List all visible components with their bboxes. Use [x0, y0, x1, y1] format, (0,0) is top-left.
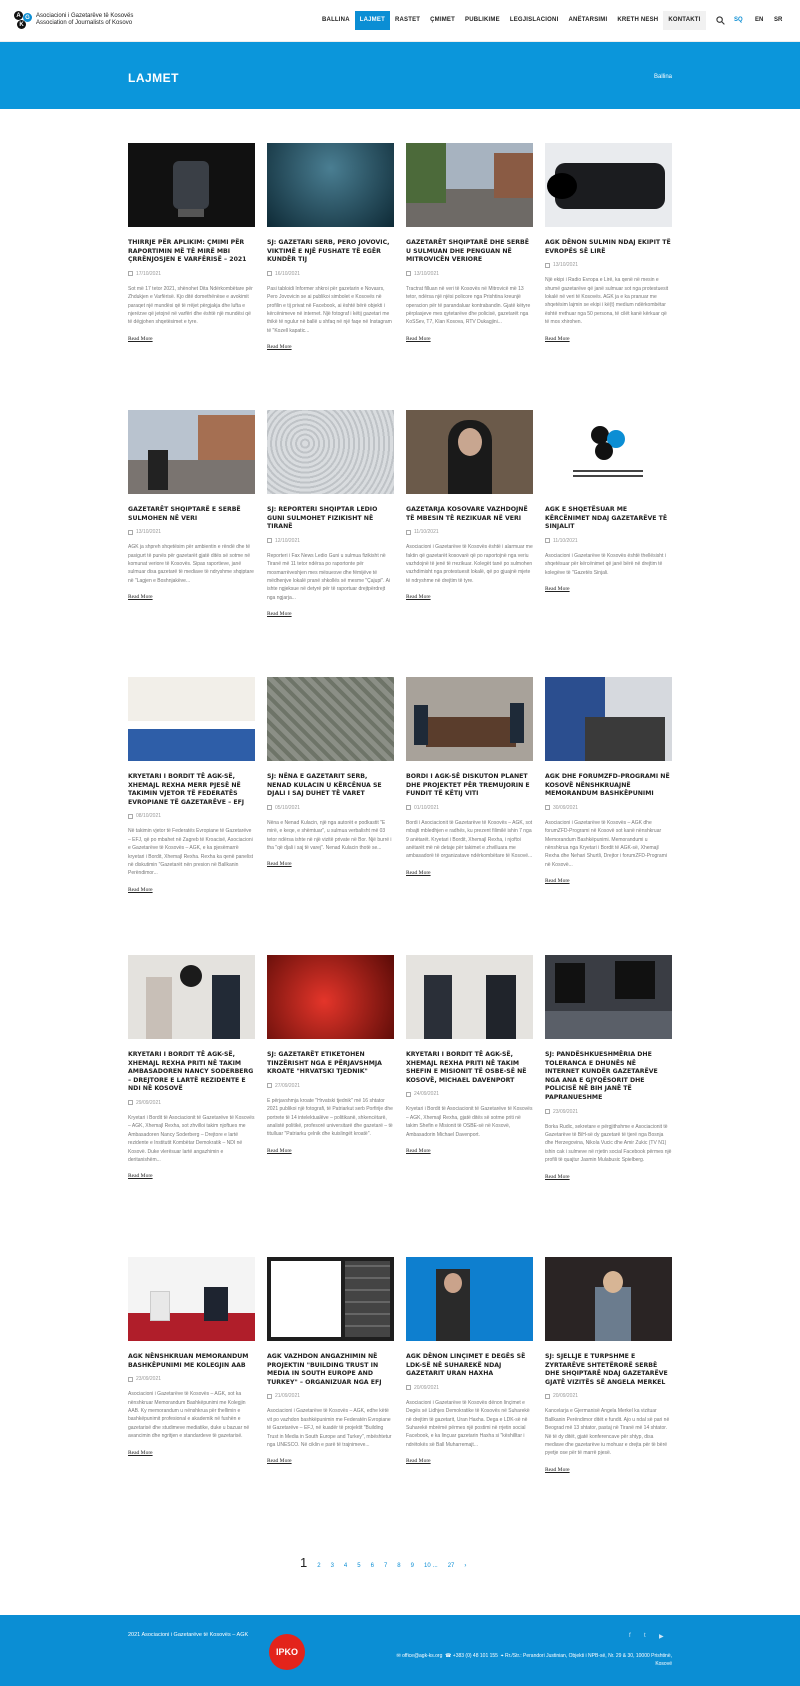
- news-card: [267, 955, 394, 1157]
- page-link[interactable]: 27: [447, 1563, 455, 1569]
- news-excerpt: Borka Rudic, sekretare e përgjithshme e Asociacionit të Gazetarëve të BiH-së dy gazetarë të tjerë nga Bosnja dhe Herzegovina, Nikola Vucic dhe Amir Zukic (TV N1) ishin cak i sulmeve në rrjetin social Facebook përmes një profili të quajtur Jasmin Mulabusic Spielberg.: [545, 1123, 672, 1164]
- news-date: 08/10/2021: [128, 813, 255, 819]
- main-nav: [317, 11, 706, 30]
- news-thumbnail[interactable]: [267, 143, 394, 227]
- news-excerpt: Asociacioni i Gazetarëve të Kosovës është thellësisht i shqetësuar për kërcënimet që janë bërë në drejtim të kolegëve të "Gazetës Sinjali.: [545, 552, 666, 576]
- news-thumbnail[interactable]: [128, 955, 255, 1039]
- news-card: [406, 410, 533, 603]
- news-card: [545, 955, 672, 1183]
- youtube-icon[interactable]: ▶: [659, 1634, 664, 1640]
- news-title[interactable]: GAZETARËT SHQIPTARË E SERBË SULMOHEN NË VERI: [128, 506, 241, 522]
- news-thumbnail[interactable]: [128, 677, 255, 761]
- read-more-link[interactable]: Read More: [128, 594, 153, 601]
- page-link[interactable]: 10: [423, 1563, 431, 1569]
- news-title[interactable]: SJ: GAZETARËT ETIKETOHEN TINZËRISHT NGA E PËRJAVSHMJA KROATE "HRVATSKI TJEDNIK": [267, 1051, 382, 1076]
- page-link[interactable]: 7: [383, 1563, 388, 1569]
- news-thumbnail[interactable]: [545, 677, 672, 761]
- calendar-icon: [545, 1109, 550, 1114]
- copyright-text: 2021 Asociacioni i Gazetarëve të Kosovës – AGK: [128, 1632, 249, 1638]
- news-date: 23/09/2021: [128, 1376, 255, 1382]
- logo-text: Asociacioni i Gazetarëve të Kosovës Association of Journalists of Kosovo: [36, 13, 134, 26]
- calendar-icon: [545, 805, 550, 810]
- nav-kontakti[interactable]: KONTAKTI: [663, 11, 705, 30]
- calendar-icon: [128, 1377, 133, 1382]
- lang-en[interactable]: EN: [755, 17, 764, 23]
- news-date: 13/10/2021: [545, 262, 672, 268]
- news-date: 24/09/2021: [406, 1091, 533, 1097]
- contact-email[interactable]: office@agk-ks.org: [402, 1653, 443, 1659]
- breadcrumb[interactable]: Ballina: [653, 74, 672, 80]
- news-date: 13/10/2021: [406, 271, 533, 277]
- calendar-icon: [267, 1083, 272, 1088]
- page-link[interactable]: 9: [410, 1563, 414, 1569]
- read-more-link[interactable]: Read More: [267, 861, 292, 868]
- page-link[interactable]: 3: [330, 1563, 334, 1569]
- read-more-link[interactable]: Read More: [406, 594, 431, 601]
- news-excerpt: Një ekipi i Radio Evropa e Lirë, ka qenë në mesin e shumë gazetarëve që janë sulmuar sot nga protestuesit lokalë në veri të Kosovës. AGK ja e ka pranuar me shqetësim lajmin se ekipi i kë(t) medium ndërkombëtar është rrethuar nga 50 persona, të cilët kanë kërkuar që të mos xhirohen.: [545, 277, 669, 326]
- news-title[interactable]: BORDI I AGK-SË DISKUTON PLANET DHE PROJEKTET PËR TREMUJORIN E FUNDIT TË KËTIJ VITI: [406, 773, 530, 798]
- agk-logo-icon: A G K: [14, 11, 32, 29]
- news-thumbnail[interactable]: [128, 1257, 255, 1341]
- nav-rastet[interactable]: RASTET: [394, 17, 421, 23]
- news-thumbnail[interactable]: [128, 410, 255, 494]
- news-card: [267, 677, 394, 870]
- news-title[interactable]: SJ: NËNA E GAZETARIT SERB, NENAD KULACIN U KËRCËNUA SE DJALI I SAJ DUHET TË VARET: [267, 773, 382, 798]
- news-card: [128, 677, 255, 896]
- calendar-icon: [545, 1394, 550, 1399]
- news-date: 27/09/2021: [267, 1083, 394, 1089]
- news-thumbnail[interactable]: [267, 677, 394, 761]
- news-excerpt: Në takimin vjetor të Federatës Evropiane të Gazetarëve – EFJ, që po mbahet në Zagreb të Kroacisë, Asociacioni e Gazetarëve të Kosovës – AGK, e ka pjesëmarrë kryetari i Bordit, Xhemajl Rexha. Rexha ka qenë panelist në diskutimin "Gazetarët nën presion në Ballkanin Perëndimor...: [128, 828, 254, 877]
- nav-kreth-nesh[interactable]: KRETH NESH: [617, 17, 659, 23]
- news-thumbnail[interactable]: [406, 410, 533, 494]
- news-title[interactable]: SJ: PANDËSHKUESHMËRIA DHE TOLERANCA E DHUNËS NË INTERNET KUNDËR GAZETARËVE NGA ANA E GJYQËSORIT DHE POLICISË NË BIH JANË TË PAPRANUESHME: [545, 1051, 658, 1101]
- news-excerpt: Bordi i Asociacionit të Gazetarëve të Kosovës – AGK, sot mbajti mbledhjen e radhës, ku prezent filimilë ishin 7 nga 9 anëtarët. Kryetari i Bordit, Xhemajl Rexha, i njoftoi anëtarët më në detaje për takimet e zhvilluara me ambasadorë të organizatave ndërkombëtare të Kosovë...: [406, 819, 533, 860]
- read-more-link[interactable]: Read More: [545, 878, 570, 885]
- calendar-icon: [128, 814, 133, 819]
- nav-publikime[interactable]: PUBLIKIME: [465, 17, 500, 23]
- page-link[interactable]: 6: [370, 1563, 374, 1569]
- nav-lajmet[interactable]: LAJMET: [355, 11, 390, 30]
- news-excerpt: Sot më 17 tetor 2021, shënohet Dita Ndërkombëtare për Zhdukjen e Varfërisë. Kjo ditë domethënëse e avokimit paraqet një mundësi që të rrëjet përgjakja dhe lufta e njerëzve që jetojnë në varfëri dhe është një mundësi që të dëgjohen shqetësimet e tyre.: [128, 285, 253, 326]
- news-title[interactable]: AGK E SHQETËSUAR ME KËRCËNIMET NDAJ GAZETARËVE TË SINJALIT: [545, 506, 668, 531]
- news-card: [545, 677, 672, 887]
- news-card: [267, 1257, 394, 1467]
- news-thumbnail[interactable]: [267, 955, 394, 1039]
- next-page-icon[interactable]: ›: [464, 1563, 467, 1569]
- lang-sr[interactable]: SR: [774, 17, 783, 23]
- phone-icon: ☎: [445, 1653, 452, 1659]
- news-thumbnail[interactable]: [545, 955, 672, 1039]
- news-thumbnail[interactable]: [128, 143, 255, 227]
- news-title[interactable]: GAZETARJA KOSOVARE VAZHDOJNË TË MBESIN TË REZIKUAR NË VERI: [406, 506, 528, 522]
- news-card: [545, 410, 672, 595]
- nav-ballina[interactable]: BALLINA: [322, 17, 350, 23]
- calendar-icon: [128, 271, 133, 276]
- twitter-icon[interactable]: t: [644, 1633, 646, 1639]
- news-card: [128, 955, 255, 1182]
- news-date: 01/10/2021: [406, 805, 533, 811]
- news-excerpt: Kryetari i Bordit të Asociacionit të Gazetarëve të Kosovës – AGK, Xhemajl Rexha, sot zhvilloi takim njoftues me Ambasadoren Nancy Soderberg – Drejtore e lartë rezidente e Institutit Kombëtar Demokratik – NDI në Kosovë. Duke vlerësuar lartë angazhimin e deritanishëm...: [128, 1114, 255, 1163]
- news-date: 17/10/2021: [128, 271, 255, 277]
- news-title[interactable]: SJ: SJELLJE E TURPSHME E ZYRTARËVE SHTETËRORË SERBË DHE SHQIPTARË NDAJ GAZETARËVE GJATË VIZITËS SË ANGELA MERKEL: [545, 1353, 668, 1386]
- read-more-link[interactable]: Read More: [406, 335, 431, 342]
- news-excerpt: Kancelarja e Gjermanisë Angela Merkel ka vizituar Ballkanin Perëndimor ditët e fundit. Ajo u ndal së pari në Beograd më 13 shtator, pastaj në Tiranë më 14 shtator. Në të dy ditët, gjatë konferencave për shtyp, disa mediave dhe gazetarëve iu mohuar e drejta për të bërë pyetje ose për të marrë pjesë.: [545, 1408, 670, 1457]
- site-footer: [0, 1615, 800, 1686]
- news-title[interactable]: AGK DËNON SULMIN NDAJ EKIPIT TË EVROPËS SË LIRË: [545, 239, 671, 255]
- news-title[interactable]: THIRRJE PËR APLIKIM: ÇMIMI PËR RAPORTIMIN MË TË MIRË MBI ÇRRËNJOSJEN E VARFËRISË – 2021: [128, 239, 247, 264]
- news-title[interactable]: AGK NËNSHKRUAN MEMORANDUM BASHKËPUNIMI ME KOLEGJIN AAB: [128, 1353, 249, 1369]
- news-title[interactable]: KRYETARI I BORDIT TË AGK-SË, XHEMAJL REXHA MERR PJESË NË TAKIMIN VJETOR TË FEDERATËS EVROPIANE TË GAZETARËVE – EFJ: [128, 773, 245, 806]
- news-card: [128, 410, 255, 603]
- news-card: [406, 955, 533, 1157]
- news-card: [545, 143, 672, 345]
- news-title[interactable]: AGK DHE FORUMZFD-PROGRAMI NË KOSOVË NËNSHKRUAJNË MEMORANDUM BASHKËPUNIMI: [545, 773, 670, 798]
- news-date: 11/10/2021: [406, 529, 533, 535]
- news-date: 12/10/2021: [267, 538, 394, 544]
- calendar-icon: [406, 805, 411, 810]
- page-title: LAJMET: [128, 71, 179, 85]
- search-icon[interactable]: [716, 16, 725, 25]
- contact-phone[interactable]: +383 (0) 48 101 155: [452, 1653, 498, 1659]
- sponsor-logo[interactable]: IPKO: [269, 1634, 305, 1670]
- read-more-link[interactable]: Read More: [545, 335, 570, 342]
- contact-address: Rr./Str.: Perandori Justinian, Objekti i NPB-së, Nr. 29 & 30, 10000 Prishtinë, Kosovë: [504, 1653, 672, 1667]
- news-card: [128, 143, 255, 345]
- read-more-link[interactable]: Read More: [406, 1458, 431, 1465]
- email-icon: ✉: [396, 1653, 401, 1659]
- calendar-icon: [128, 1100, 133, 1105]
- news-excerpt: Asociacioni i Gazetarëve të Kosovës – AGK, edhe këtë vit po vazhdon bashkëpunimin me Federatën Evropiane të Gazetarëve – EFJ, në kuadër të projektit "Building Trust in Media in South Europe and Turkey", mbështetur nga UNESCO. Në ciklin e parë të trajnimeve...: [267, 1408, 392, 1448]
- calendar-icon: [406, 271, 411, 276]
- facebook-icon[interactable]: f: [629, 1633, 631, 1639]
- news-date: 20/09/2021: [406, 1385, 533, 1391]
- news-thumbnail[interactable]: [545, 143, 672, 227]
- news-date: 05/10/2021: [267, 805, 394, 811]
- read-more-link[interactable]: Read More: [128, 886, 153, 893]
- calendar-icon: [406, 1385, 411, 1390]
- page-link[interactable]: 2: [317, 1563, 321, 1569]
- news-title[interactable]: SJ: REPORTERI SHQIPTAR LEDIO GUNI SULMOHET FIZIKISHT NË TIRANË: [267, 506, 378, 531]
- news-card: [406, 143, 533, 345]
- read-more-link[interactable]: Read More: [406, 1148, 431, 1154]
- news-thumbnail[interactable]: [406, 955, 533, 1039]
- news-title[interactable]: GAZETARËT SHQIPTARË DHE SERBË U SULMUAN DHE PENGUAN NË MITROVICËN VERIORE: [406, 239, 529, 264]
- news-title[interactable]: SJ: GAZETARI SERB, PERO JOVOVIC, VIKTIMË E NJË FUSHATE TË EGËR KUNDËR TIJ: [267, 239, 390, 264]
- calendar-icon: [267, 1394, 272, 1399]
- news-excerpt: E përjavshmja kroate "Hrvatski tjednik" më 16 shtator 2021 publikoi një fotografi, të Patriarkut serb Porfirije dhe portrete të 14 intelektualëve – politikanë, shkencëtarë, analistë politikë, profesorë universitarë dhe gazetarë – të titulluar "Patriarku çelnik dhe kuislingët kroatë".: [267, 1097, 393, 1138]
- news-date: 29/09/2021: [128, 1100, 255, 1106]
- news-date: 11/10/2021: [545, 538, 672, 544]
- calendar-icon: [406, 1092, 411, 1097]
- page-banner: [0, 42, 800, 109]
- page-current: 1: [300, 1555, 308, 1570]
- site-header: [0, 0, 800, 42]
- calendar-icon: [267, 538, 272, 543]
- news-excerpt: Asociacioni i Gazetarëve të Kosovës – AGK, sot ka nënshkruar Memorandum Bashkëpunimi me Kolegjin AAB. Ky memorandum u nënshkrua për thellimin e bashkëpunimit profesional e akademik në fushën e gazetarisë dhe studimeve mediatike, duke u bazuar në avancimin dhe ngritjen e standardeve të gazetarisë.: [128, 1391, 250, 1440]
- news-excerpt: AGK ja shpreh shqetësim për ambientin e rëndë dhe të pasigurt të punës për gazetarët gjatë ditës së sotme në komunat veriore të Kosovës. Sipas raportieve, janë sulmuar disa gazetarë të mediave të ndryshme shqiptare në "Lagjen e Boshnjakëve...: [128, 544, 254, 584]
- news-date: 23/09/2021: [545, 1109, 672, 1115]
- site-logo[interactable]: [14, 11, 133, 29]
- read-more-link[interactable]: Read More: [545, 586, 570, 592]
- news-excerpt: Nëna e Nenad Kulacin, një nga autorët e podkastit "E mirë, e keqe, e shëmtuar", u sulmua verbalisht më 03 tetor ndërsa ishte në një vizitë private në Bor. Një burrë i tha "që djali i saj të varej". Nenad Kulacin thotë se...: [267, 819, 392, 851]
- calendar-icon: [545, 538, 550, 543]
- page-ellipsis: ...: [432, 1563, 438, 1569]
- news-card: [406, 1257, 533, 1467]
- read-more-link[interactable]: Read More: [128, 1449, 153, 1456]
- nav-anetarsimi[interactable]: ANËTARSIMI: [568, 17, 608, 23]
- read-more-link[interactable]: Read More: [128, 335, 153, 342]
- read-more-link[interactable]: Read More: [545, 1466, 570, 1473]
- calendar-icon: [128, 530, 133, 535]
- calendar-icon: [545, 263, 550, 268]
- read-more-link[interactable]: Read More: [267, 1458, 292, 1465]
- news-card: [128, 1257, 255, 1459]
- news-title[interactable]: AGK VAZHDON ANGAZHIMIN NË PROJEKTIN "BUILDING TRUST IN MEDIA IN SOUTH EUROPE AND TURKEY" – ORGANIZUAR NGA EFJ: [267, 1353, 382, 1386]
- news-date: 20/09/2021: [545, 1393, 672, 1399]
- news-excerpt: Reporteri i Fax News Ledio Guni u sulmua fizikisht në Tiranë më 11 tetor ndërsa po raportonte për mosmarrëveshjen mes mësuesve dhe fëmijëve të mëdhenjve lokalë pranë shkollës së mesme "Çajupi". Ai ishte ngjeksue në detyrë për të raportuar drejtpërdrejt nga ngjarja...: [267, 552, 391, 601]
- news-date: 21/09/2021: [267, 1393, 394, 1399]
- news-card: [267, 410, 394, 620]
- news-excerpt: Asociacioni i Gazetarëve të Kosovës është i alarmuar me faktin që gazetarët kosovarë që po raportojnë nga veriu vazhdojnë të jenë të rrezikuar. Kolegët tanë po sulmohen vazhdimisht nga protestuesit lokalë, që po gjuajnë mjete të ndryshme në drejtim të tyre.: [406, 544, 533, 584]
- news-thumbnail[interactable]: [406, 143, 533, 227]
- page-link[interactable]: 8: [397, 1563, 401, 1569]
- contact-info: [392, 1652, 672, 1668]
- news-excerpt: Pasi tabloidi Informer shkroi për gazetarin e Novasrs, Pero Jovovicin se ai publikoi simbolet e Kosovës në profilin e tij privat në Facebook, ai është bërë objekti i kërcënimeve në internet. Një fotograf i këtij gazetari me thikë të ngulur në ballë u shfaq në një faqe në Instagram të "Kozell kapatic...: [267, 285, 392, 334]
- read-more-link[interactable]: Read More: [128, 1173, 153, 1180]
- nav-cmimet[interactable]: ÇMIMET: [430, 17, 456, 23]
- news-card: [406, 677, 533, 879]
- news-thumbnail[interactable]: [545, 410, 672, 494]
- read-more-link[interactable]: Read More: [267, 344, 292, 351]
- read-more-link[interactable]: Read More: [267, 611, 292, 618]
- calendar-icon: [406, 530, 411, 535]
- news-card: [545, 1257, 672, 1476]
- news-title[interactable]: KRYETARI I BORDIT TË AGK-SË, XHEMAJL REXHA PRITI NË TAKIM SHEFIN E MISIONIT TË OSBE-SË NË KOSOVË, MICHAEL DAVENPORT: [406, 1051, 527, 1084]
- news-card: [267, 143, 394, 353]
- page-link[interactable]: 4: [343, 1563, 348, 1569]
- news-thumbnail[interactable]: [267, 1257, 394, 1341]
- news-thumbnail[interactable]: [267, 410, 394, 494]
- location-icon: ⌖: [500, 1653, 504, 1659]
- news-thumbnail[interactable]: [545, 1257, 672, 1341]
- lang-sq[interactable]: SQ: [734, 17, 743, 23]
- news-excerpt: Asociacioni i Gazetarëve të Kosovës – AGK dhe forumZFD-Programi në Kosovë sot kanë nënshkruar Memorandum Bashkëpunimi. Memorandumi u nënshkrua nga Kryetari i Bordit të AGK-së, Xhemajl Rexha dhe Nehari Shurtli, Drejtor i forumZFD-Programi në Kosovë...: [545, 819, 667, 868]
- news-excerpt: Tractrat filluan në veri të Kosovës në Mitrovicë më 13 tetor, ndërsa një njësi policore nga Prishtina kreunjë operacion për të parandaluar kontrabandin. Gjatë këtyre përplasjeve mes qytetarëve dhe policisë, gazetarët nga KoSSev, T7, Klan Kosova, RTV Dukagjini...: [406, 285, 531, 326]
- calendar-icon: [267, 805, 272, 810]
- news-date: 13/10/2021: [128, 529, 255, 535]
- news-excerpt: Kryetari i Bordit të Asociacionit të Gazetarëve të Kosovës – AGK, Xhemajl Rexha, gjatë ditës së sotme priti në takim Shefin e Misionit të OSBE-së në Kosovë, Ambasadorin Michael Davenport.: [406, 1106, 533, 1138]
- news-title[interactable]: AGK DËNON LINÇIMET E DEGËS SË LDK-SË NË SUHAREKË NDAJ GAZETARIT URAN HAXHA: [406, 1353, 526, 1378]
- pagination: [300, 1555, 476, 1570]
- nav-legjislacioni[interactable]: LEGJISLACIONI: [509, 17, 559, 23]
- news-thumbnail[interactable]: [406, 677, 533, 761]
- news-title[interactable]: KRYETARI I BORDIT TË AGK-SË, XHEMAJL REXHA PRITI NË TAKIM AMBASADOREN NANCY SODERBERG – DREJTORE E LARTË REZIDENTE E NDI NË KOSOVË: [128, 1051, 254, 1093]
- news-date: 30/09/2021: [545, 805, 672, 811]
- read-more-link[interactable]: Read More: [406, 869, 431, 876]
- calendar-icon: [267, 271, 272, 276]
- news-date: 16/10/2021: [267, 271, 394, 277]
- page-link[interactable]: 5: [357, 1563, 361, 1569]
- read-more-link[interactable]: Read More: [267, 1147, 292, 1154]
- news-excerpt: Asociacioni i Gazetarëve të Kosovës dënon linçimet e Degës së Lidhjes Demokratike të Kosovës në Suharekë në drejtim të gazetarit, Uran Haxha. Dega e LDK-së në Suharekë mbrëmë përmes një postimi në rrjetin social Facebook, e ka linçuar gazetarin Haxha si "këshilltar i ndrëtokës së Ball Muharremajt...: [406, 1399, 530, 1448]
- read-more-link[interactable]: Read More: [545, 1173, 570, 1180]
- news-thumbnail[interactable]: [406, 1257, 533, 1341]
